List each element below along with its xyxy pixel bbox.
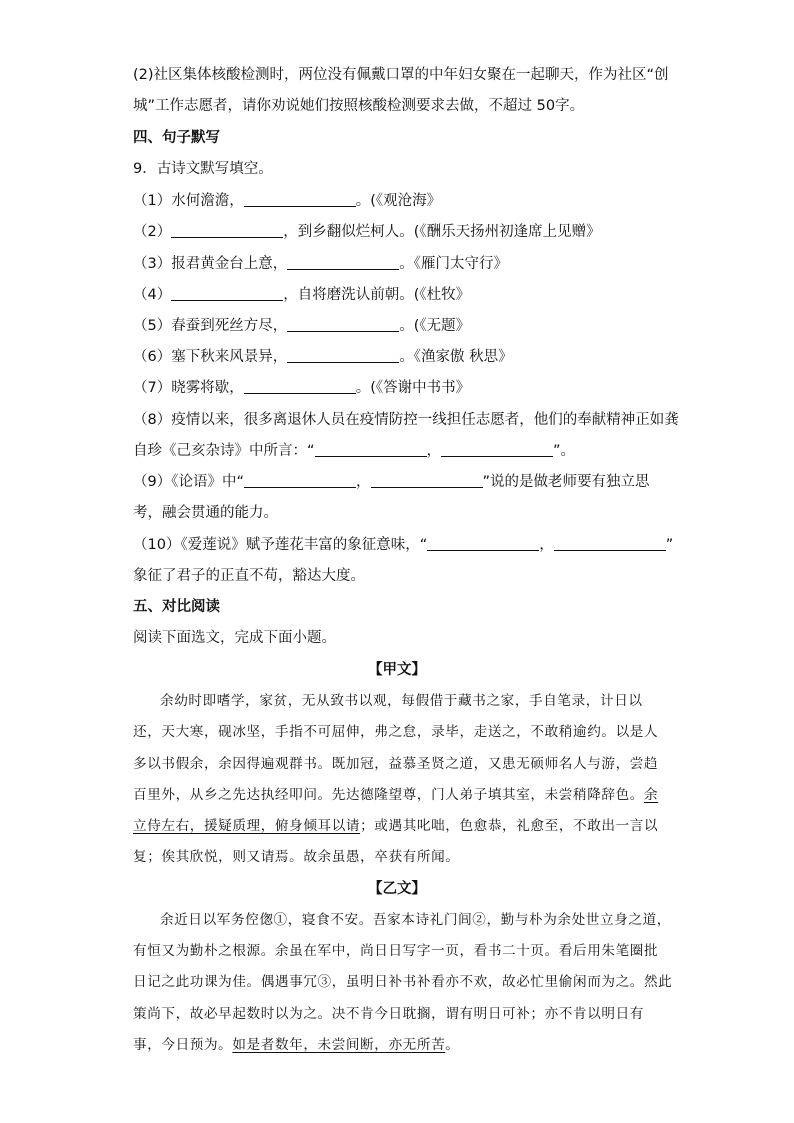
q9-item-8-line1: （8）疫情以来，很多离退休人员在疫情防控一线担任志愿者，他们的奉献精神正如龚 — [133, 412, 679, 428]
answer-blank[interactable] — [315, 442, 427, 457]
q8-2-line1: (2)社区集体核酸检测时，两位没有佩戴口罩的中年妇女聚在一起聊天，作为社区“创 — [133, 67, 669, 83]
q9-item-3: （3）报君黄金台上意， 。《雁门太守行》 — [133, 256, 508, 272]
answer-blank[interactable] — [287, 255, 399, 270]
section-5-heading: 五、对比阅读 — [133, 599, 220, 615]
q9-item-2: （2） ，到乡翻似烂柯人。(《酬乐天扬州初逢席上见赠》 — [133, 224, 601, 240]
yi-line: 余近日以军务倥偬①，寝食不安。吾家本诗礼门闾②，勤与朴为余处世立身之道， — [160, 912, 671, 928]
answer-blank[interactable] — [554, 536, 666, 551]
reading-instruction: 阅读下面选文，完成下面小题。 — [133, 630, 336, 646]
underlined-sentence: 立侍左右，援疑质理，俯身倾耳以请 — [133, 818, 361, 834]
jia-line: 立侍左右，援疑质理，俯身倾耳以请；或遇其叱咄，色愈恭，礼愈至，不敢出一言以 — [133, 818, 659, 834]
yi-line: 日记之此功课为佳。偶遇事冗③，虽明日补书补看亦不欢，故必忙里偷闲而为之。然此 — [133, 974, 673, 990]
answer-blank[interactable] — [371, 473, 483, 488]
jia-line: 余幼时即嗜学，家贫，无从致书以观，每假借于藏书之家，手自笔录，计日以 — [160, 693, 643, 709]
jia-line: 复；俟其欣悦，则又请焉。故余虽愚，卒获有所闻。 — [133, 849, 460, 865]
q9-item-7: （7）晓雾将歇， 。(《答谢中书书》 — [133, 380, 471, 396]
q9-item-10-line1: （10）《爱莲说》赋予莲花丰富的象征意味，“ ， ” — [133, 537, 674, 553]
jia-line: 多以书假余，余因得遍观群书。既加冠，益慕圣贤之道，又患无硕师名人与游，尝趋 — [133, 756, 659, 772]
yi-title: 【乙文】 — [368, 881, 426, 897]
underlined-sentence: 如是者数年，未尝间断，亦无所苦 — [232, 1037, 446, 1053]
answer-blank[interactable] — [171, 223, 283, 238]
q9-stem: 9．古诗文默写填空。 — [133, 161, 273, 177]
yi-line: 策尚下，故必早起数时以为之。决不肯今日耽搁，谓有明日可补；亦不肯以明日有 — [133, 1006, 644, 1022]
q9-item-6: （6）塞下秋来风景异， 。《渔家傲 秋思》 — [133, 349, 513, 365]
answer-blank[interactable] — [441, 442, 553, 457]
q9-item-4: （4） ，自将磨洗认前朝。(《杜牧》 — [133, 287, 471, 303]
jia-title: 【甲文】 — [368, 662, 426, 678]
jia-line: 还，天大寒，砚冰坚，手指不可屈伸，弗之怠，录毕，走送之，不敢稍逾约。以是人 — [133, 724, 659, 740]
section-4-heading: 四、句子默写 — [133, 130, 220, 146]
q9-item-8-line2: 自珍《己亥杂诗》中所言：“ ， ”。 — [133, 443, 576, 459]
answer-blank[interactable] — [287, 317, 399, 332]
q9-item-9-line2: 考，融会贯通的能力。 — [133, 505, 278, 521]
answer-blank[interactable] — [244, 192, 356, 207]
answer-blank[interactable] — [171, 286, 283, 301]
jia-line: 百里外，从乡之先达执经叩问。先达德隆望尊，门人弟子填其室，未尝稍降辞色。余 — [133, 787, 659, 803]
q9-item-5: （5）春蚕到死丝方尽， 。(《无题》 — [133, 318, 471, 334]
yi-line: 有恒又为勤朴之根源。余虽在军中，尚日日写字一页，看书二十页。看后用朱笔圈批 — [133, 943, 659, 959]
answer-blank[interactable] — [244, 379, 356, 394]
answer-blank[interactable] — [287, 348, 399, 363]
underlined-sentence: 余 — [643, 787, 659, 803]
q8-2-line2: 城”工作志愿者，请你劝说她们按照核酸检测要求去做，不超过 50字。 — [133, 98, 585, 114]
q9-item-9-line1: （9）《论语》中“ ， ”说的是做老师要有独立思 — [133, 474, 650, 490]
answer-blank[interactable] — [244, 473, 356, 488]
yi-line: 事，今日预为。如是者数年，未尝间断，亦无所苦。 — [133, 1037, 460, 1053]
answer-blank[interactable] — [427, 536, 539, 551]
q9-item-1: （1）水何澹澹， 。(《观沧海》 — [133, 193, 442, 209]
q9-item-10-line2: 象征了君子的正直不苟，豁达大度。 — [133, 568, 365, 584]
